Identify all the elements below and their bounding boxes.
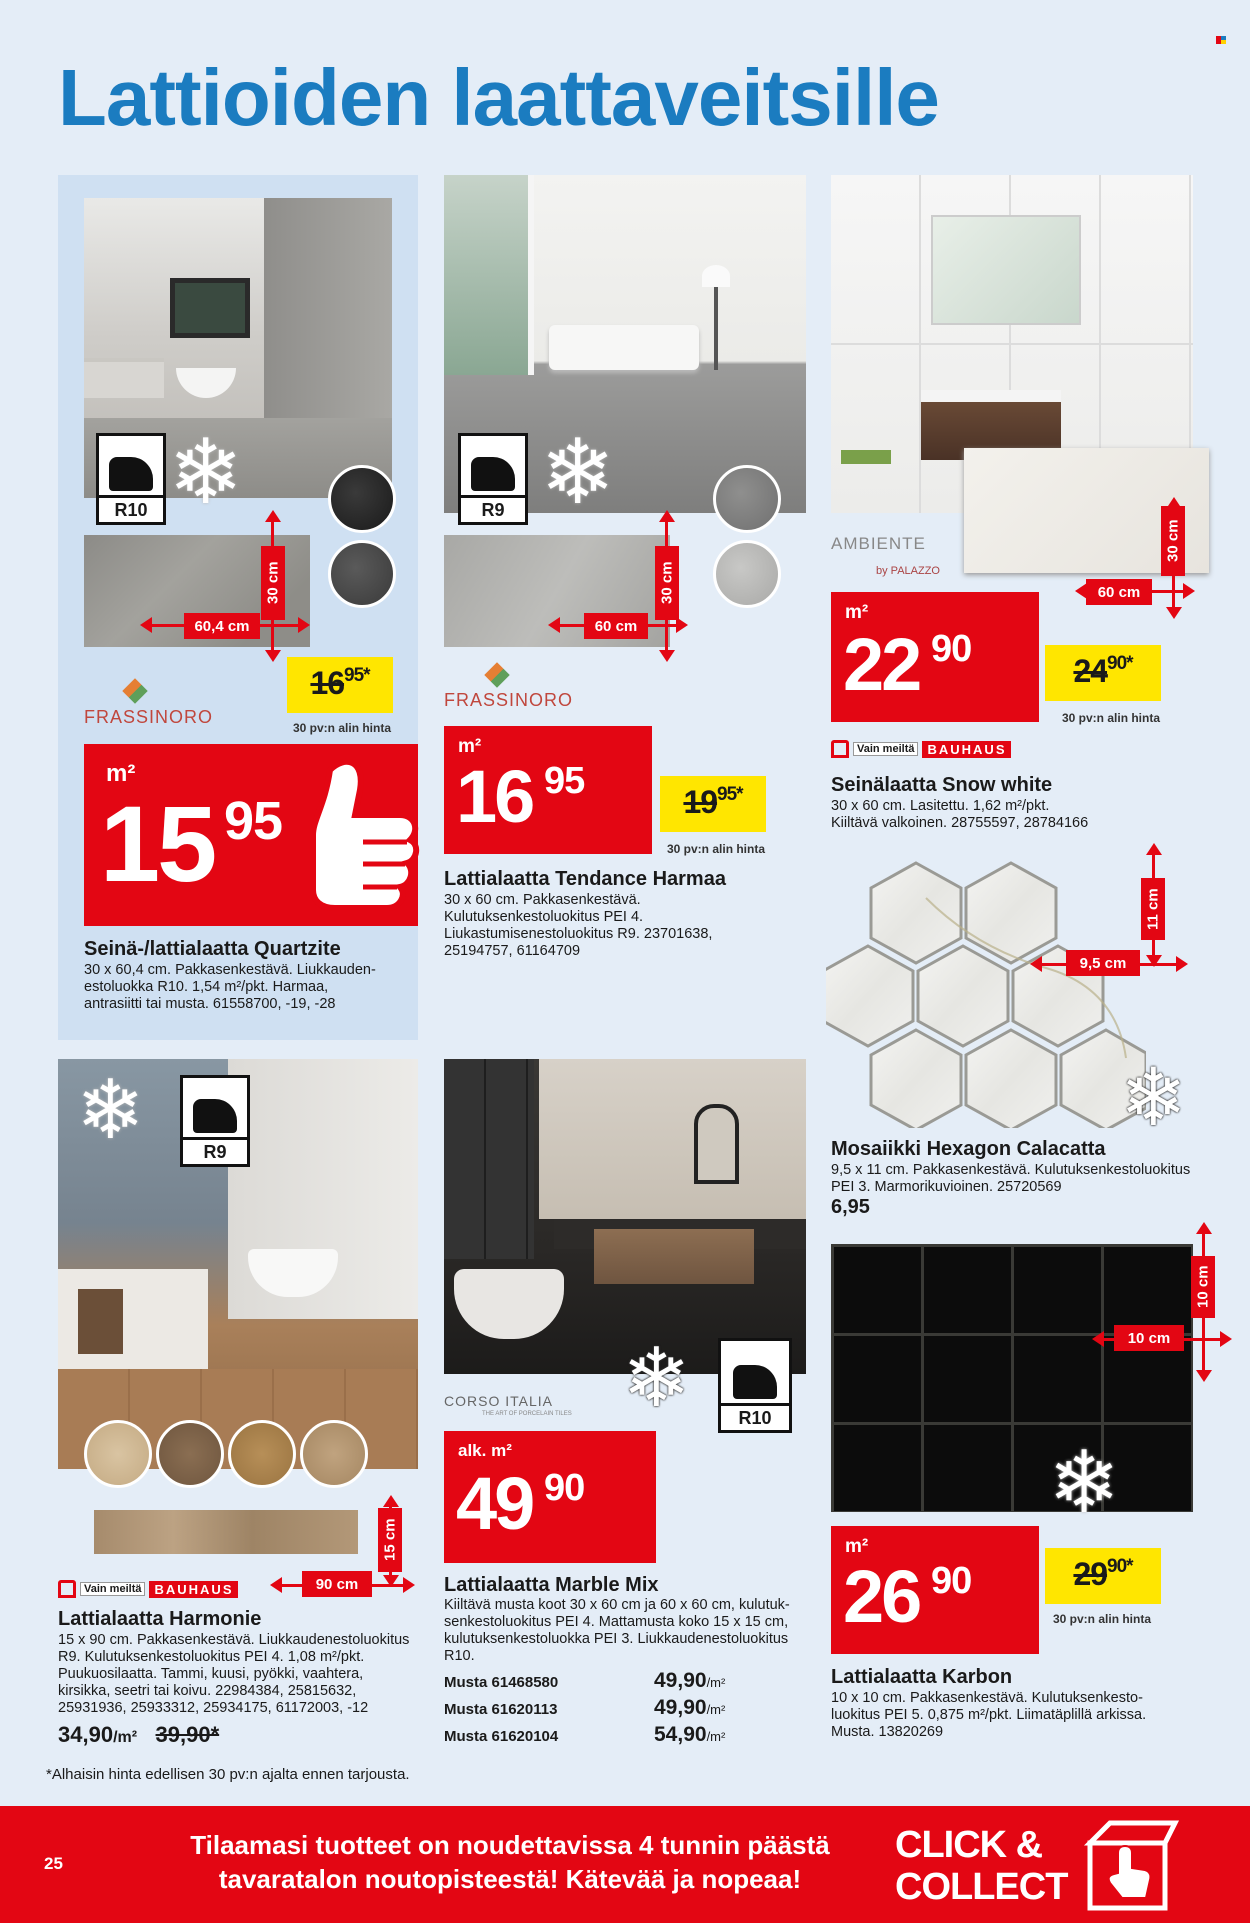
old-price-int: 19: [683, 784, 718, 820]
variant-price: 49,90/m²: [654, 1669, 726, 1692]
desc-line: kirsikka, seetri tai koivu. 22984384, 25815632,: [58, 1683, 357, 1699]
price-integer: 22: [843, 623, 920, 706]
hexagon-height-dimension: 11 cm: [1141, 878, 1165, 940]
snow-white-old-price-note: 30 pv:n alin hinta: [1062, 711, 1161, 725]
marble-mix-brand-sub: THE ART OF PORCELAIN TILES: [482, 1411, 572, 1417]
dim-arrow-right: [676, 617, 688, 633]
desc-line: 30 x 60,4 cm. Pakkasenkestävä. Liukkauden-: [84, 962, 376, 978]
desc-line: Kulutuksenkestoluokitus PEI 4.: [444, 909, 644, 925]
price-cents: 90: [931, 628, 972, 670]
price-cents: 90: [544, 1467, 585, 1509]
house-icon: [58, 1580, 76, 1598]
marble-mix-brand: CORSO ITALIA: [444, 1393, 553, 1409]
tendance-brand: FRASSINORO: [444, 690, 574, 710]
desc-line: Musta. 13820269: [831, 1724, 944, 1740]
color-swatch-black: [328, 465, 396, 533]
click-collect-box-icon: [1070, 1818, 1180, 1913]
karbon-width-dimension: 10 cm: [1114, 1325, 1184, 1351]
quartzite-name: Seinä-/lattialaatta Quartzite: [84, 938, 341, 960]
price-integer: 16: [456, 755, 533, 838]
click-collect-label: [895, 1824, 1067, 1908]
price-cents: 95: [544, 760, 585, 802]
price-cents: 95: [224, 791, 283, 851]
desc-line: antrasiitti tai musta. 61558700, -19, -28: [84, 996, 336, 1012]
desc-line: 30 x 60 cm. Pakkasenkestävä.: [444, 892, 641, 908]
variant-row: [444, 1696, 804, 1719]
quartzite-brand: FRASSINORO: [84, 707, 214, 727]
marble-mix-bathroom-photo: [444, 1059, 806, 1374]
karbon-old-price: [1045, 1548, 1161, 1604]
frost-resistant-icon: ❄: [622, 1333, 691, 1424]
quartzite-old-price-note: 30 pv:n alin hinta: [293, 721, 392, 735]
tendance-price-box: [444, 726, 652, 854]
exclusive-label: Vain meiltä: [80, 1582, 145, 1596]
snow-white-exclusive-badge: [831, 740, 1011, 758]
quartzite-width-dimension: 60,4 cm: [184, 613, 260, 639]
color-swatch-light-grey: [713, 540, 781, 608]
frost-resistant-icon: ❄: [1120, 1053, 1188, 1142]
snow-white-old-price: [1045, 645, 1161, 701]
variant-label: Musta 61620113: [444, 1701, 558, 1718]
harmonie-price-row: [58, 1722, 219, 1748]
page-number: 25: [44, 1854, 63, 1873]
variant-label: Musta 61468580: [444, 1674, 559, 1691]
color-swatch-honey-oak: [228, 1420, 296, 1488]
desc-line: 10 x 10 cm. Pakkasenkestävä. Kulutuksenkesto-: [831, 1690, 1143, 1706]
hexagon-mosaic-sample: [826, 858, 1146, 1128]
desc-line: luokitus PEI 5. 0,875 m²/pkt. Liimatäplillä arkissa.: [831, 1707, 1147, 1723]
color-swatch-anthracite: [328, 540, 396, 608]
price-unit: m²: [845, 1536, 869, 1557]
price-prefix: alk. m²: [458, 1441, 512, 1460]
karbon-name: Lattialaatta Karbon: [831, 1666, 1013, 1688]
tendance-name: Lattialaatta Tendance Harmaa: [444, 868, 726, 890]
color-swatch-grey: [713, 465, 781, 533]
dim-arrow-right: [1220, 1331, 1232, 1347]
tendance-old-price-note: 30 pv:n alin hinta: [667, 842, 766, 856]
desc-line: Kiiltävä valkoinen. 28755597, 28784166: [831, 815, 1089, 831]
footer-line: Tilaamasi tuotteet on noudettavissa 4 tunnin päästä: [190, 1830, 830, 1860]
dim-arrow-down: [1166, 607, 1182, 619]
slip-rating-icon: [96, 433, 166, 525]
price-unit: m²: [845, 602, 869, 623]
marble-mix-name: Lattialaatta Marble Mix: [444, 1574, 659, 1596]
old-price-cents: 90*: [1107, 1556, 1133, 1577]
quartzite-old-price: [287, 657, 393, 713]
harmonie-exclusive-badge: [58, 1580, 238, 1598]
price-unit: m²: [106, 760, 136, 787]
quartzite-height-dimension: 30 cm: [261, 546, 285, 620]
slip-rating-label: R9: [461, 495, 525, 522]
desc-line: Liukastumisenestoluokitus R9. 23701638,: [444, 926, 713, 942]
tendance-height-dimension: 30 cm: [655, 546, 679, 620]
variant-price: 54,90/m²: [654, 1723, 726, 1746]
frost-resistant-icon: ❄: [168, 423, 244, 523]
color-swatch-dark-oak: [156, 1420, 224, 1488]
slip-rating-icon: [718, 1338, 792, 1433]
hexagon-width-dimension: 9,5 cm: [1066, 950, 1140, 976]
desc-line: 25931936, 25933312, 25934175, 61172003, -12: [58, 1700, 369, 1716]
dim-arrow-down: [265, 650, 281, 662]
snow-white-width-dimension: 60 cm: [1086, 579, 1152, 605]
snow-white-price-box: [831, 592, 1039, 722]
click-collect-line: COLLECT: [895, 1866, 1068, 1908]
dim-arrow-right: [1176, 956, 1188, 972]
footer-message: [160, 1828, 860, 1896]
snow-white-brand: AMBIENTE: [831, 534, 926, 553]
slip-rating-label: R10: [721, 1403, 789, 1430]
snow-white-description: [831, 798, 1191, 832]
desc-line: 30 x 60 cm. Lasitettu. 1,62 m²/pkt.: [831, 798, 1050, 814]
dim-arrow-right: [403, 1577, 415, 1593]
frassinoro-logo-icon: [484, 662, 509, 687]
desc-line: 15 x 90 cm. Pakkasenkestävä. Liukkaudenestoluokitus: [58, 1632, 410, 1648]
marble-mix-price-box: [444, 1431, 656, 1563]
footer-line: tavaratalon noutopisteestä! Kätevää ja nopeaa!: [218, 1864, 802, 1894]
page-title: Lattioiden laattaveitsille: [58, 53, 939, 142]
frost-resistant-icon: ❄: [76, 1065, 145, 1156]
variant-row: [444, 1669, 804, 1692]
variant-price: 49,90/m²: [654, 1696, 726, 1719]
karbon-price-box: [831, 1526, 1039, 1654]
color-swatch-light-oak: [84, 1420, 152, 1488]
frost-resistant-icon: ❄: [540, 423, 616, 523]
desc-line: senkestoluokitus PEI 4. Mattamusta koko 15 x 15 cm,: [444, 1614, 789, 1630]
thumbs-up-icon: [275, 750, 425, 920]
tendance-width-dimension: 60 cm: [584, 613, 648, 639]
bauhaus-corner-logo: [1216, 36, 1226, 44]
harmonie-plank-sample: [94, 1510, 358, 1554]
dim-arrow-right: [1183, 583, 1195, 599]
tendance-description: [444, 892, 794, 960]
price-integer: 15: [100, 783, 215, 904]
harmonie-description: [58, 1632, 428, 1717]
hexagon-price: 6,95: [831, 1196, 870, 1218]
variant-label: Musta 61620104: [444, 1728, 559, 1745]
dim-arrow-right: [298, 617, 310, 633]
footer-banner: [0, 1806, 1250, 1923]
old-price-int: 16: [310, 665, 345, 701]
harmonie-width-dimension: 90 cm: [302, 1571, 372, 1597]
marble-mix-description: [444, 1597, 824, 1665]
price-cents: 90: [931, 1560, 972, 1602]
hexagon-description: [831, 1162, 1211, 1196]
karbon-height-dimension: 10 cm: [1191, 1256, 1215, 1318]
harmonie-price: 34,90: [58, 1722, 114, 1747]
price-integer: 26: [843, 1555, 920, 1638]
color-swatch-natural-oak: [300, 1420, 368, 1488]
desc-line: R9. Kulutuksenkestoluokitus PEI 4. 1,08 m²/pkt.: [58, 1649, 365, 1665]
exclusive-brand: BAUHAUS: [922, 741, 1011, 758]
slip-rating-icon: [180, 1075, 250, 1167]
price-disclaimer: *Alhaisin hinta edellisen 30 pv:n ajalta ennen tarjousta.: [46, 1766, 410, 1783]
snow-white-brand-sub: by PALAZZO: [876, 565, 940, 577]
snow-white-name: Seinälaatta Snow white: [831, 774, 1053, 796]
exclusive-brand: BAUHAUS: [149, 1581, 238, 1598]
slip-rating-label: R9: [183, 1137, 247, 1164]
slip-rating-label: R10: [99, 495, 163, 522]
house-icon: [831, 740, 849, 758]
karbon-tile-sample: [831, 1244, 1193, 1512]
harmonie-price-unit: /m²: [113, 1729, 138, 1746]
desc-line: kulutuksenkestoluokka PEI 3. Liukkaudenestoluokitus: [444, 1631, 789, 1647]
variant-row: [444, 1723, 804, 1746]
old-price-cents: 90*: [1107, 653, 1133, 674]
old-price-cents: 95*: [344, 665, 370, 686]
karbon-old-price-note: 30 pv:n alin hinta: [1053, 1612, 1152, 1626]
karbon-description: [831, 1690, 1211, 1741]
price-unit: m²: [458, 736, 482, 757]
frost-resistant-icon: ❄: [1048, 1435, 1121, 1531]
hexagon-name: Mosaiikki Hexagon Calacatta: [831, 1138, 1106, 1160]
desc-line: PEI 3. Marmorikuvioinen. 25720569: [831, 1179, 1062, 1195]
marble-mix-variant-table: [444, 1669, 804, 1752]
desc-line: 9,5 x 11 cm. Pakkasenkestävä. Kulutuksenkestoluokitus: [831, 1162, 1191, 1178]
harmonie-old-price: 39,90*: [155, 1722, 220, 1747]
slip-rating-icon: [458, 433, 528, 525]
price-integer: 49: [456, 1462, 533, 1545]
desc-line: R10.: [444, 1648, 475, 1664]
desc-line: Puukuosilaatta. Tammi, kuusi, pyökki, vaahtera,: [58, 1666, 364, 1682]
dim-arrow-down: [659, 650, 675, 662]
dim-arrow-down: [1196, 1370, 1212, 1382]
click-collect-line: CLICK &: [895, 1824, 1043, 1866]
old-price-int: 29: [1073, 1556, 1108, 1592]
old-price-int: 24: [1073, 653, 1108, 689]
quartzite-description: [84, 962, 414, 1013]
tendance-old-price: [660, 776, 766, 832]
desc-line: estoluokka R10. 1,54 m²/pkt. Harmaa,: [84, 979, 329, 995]
harmonie-height-dimension: 15 cm: [378, 1508, 402, 1572]
desc-line: 25194757, 61164709: [444, 943, 581, 959]
snow-white-height-dimension: 30 cm: [1161, 506, 1185, 576]
desc-line: Kiiltävä musta koot 30 x 60 cm ja 60 x 60 cm, kulutuk-: [444, 1597, 790, 1613]
exclusive-label: Vain meiltä: [853, 742, 918, 756]
old-price-cents: 95*: [717, 784, 743, 805]
harmonie-name: Lattialaatta Harmonie: [58, 1608, 262, 1630]
